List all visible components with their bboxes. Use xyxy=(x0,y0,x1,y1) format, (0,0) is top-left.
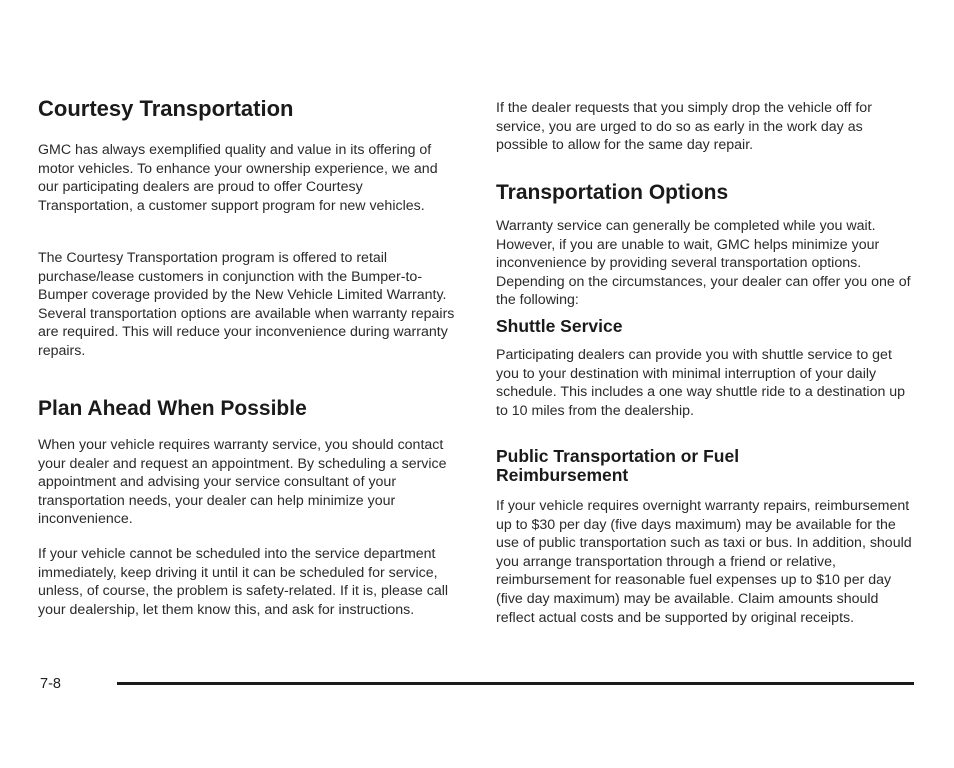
heading-transportation-options: Transportation Options xyxy=(496,181,729,204)
footer-divider xyxy=(117,682,914,685)
plan-ahead-paragraph-1: When your vehicle requires warranty service, you should contact your dealer and request an appointment. By scheduling a service appointment and advising your service consultant of your transportation needs, your dealer can help minimize your inconvenience. xyxy=(38,437,447,528)
heading-plan-ahead: Plan Ahead When Possible xyxy=(38,397,307,420)
dealer-intro-paragraph: If the dealer requests that you simply drop the vehicle off for service, you are urged to do so as early in the work day as possible to allow for the same day repair. xyxy=(496,100,872,154)
heading-public-transportation: Public Transportation or Fuel Reimbursement xyxy=(496,446,740,485)
courtesy-paragraph-2: The Courtesy Transportation program is offered to retail purchase/lease customers in conjunction with the Bumper-to-Bumper coverage provided by the New Vehicle Limited Warranty. Several transportation options are available when warranty repairs are required. This will reduce your inconvenience during warranty repairs. xyxy=(38,250,455,359)
public-transportation-paragraph: If your vehicle requires overnight warranty repairs, reimbursement up to $30 per day (five days maximum) may be available for the use of public transportation such as taxi or bus. In addition, should you arrange transportation through a friend or relative, reimbursement for reasonable fuel expenses up to $10 per day (five day maximum) may be available. Claim amounts should reflect actual costs and be supported by original receipts. xyxy=(496,498,912,626)
shuttle-paragraph: Participating dealers can provide you with shuttle service to get you to your destination with minimal interruption of your daily schedule. This includes a one way shuttle ride to a destination up to 10 miles from the dealership. xyxy=(496,347,906,419)
heading-shuttle-service: Shuttle Service xyxy=(496,316,623,336)
options-paragraph: Warranty service can generally be completed while you wait. However, if you are unable to wait, GMC helps minimize your inconvenience by providing several transportation options. Depending on the circumstances, your dealer can offer you one of the following: xyxy=(496,218,911,309)
page-number: 7-8 xyxy=(40,676,61,692)
heading-courtesy-transportation: Courtesy Transportation xyxy=(38,96,294,121)
plan-ahead-paragraph-2: If your vehicle cannot be scheduled into the service department immediately, keep driving it until it can be scheduled for service, unless, of course, the problem is safety-related. If it is, please call your dealership, let them know this, and ask for instructions. xyxy=(38,546,449,618)
courtesy-paragraph-1: GMC has always exemplified quality and value in its offering of motor vehicles. To enhance your ownership experience, we and our participating dealers are proud to offer Courtesy Transportation, a customer support program for new vehicles. xyxy=(38,142,438,214)
